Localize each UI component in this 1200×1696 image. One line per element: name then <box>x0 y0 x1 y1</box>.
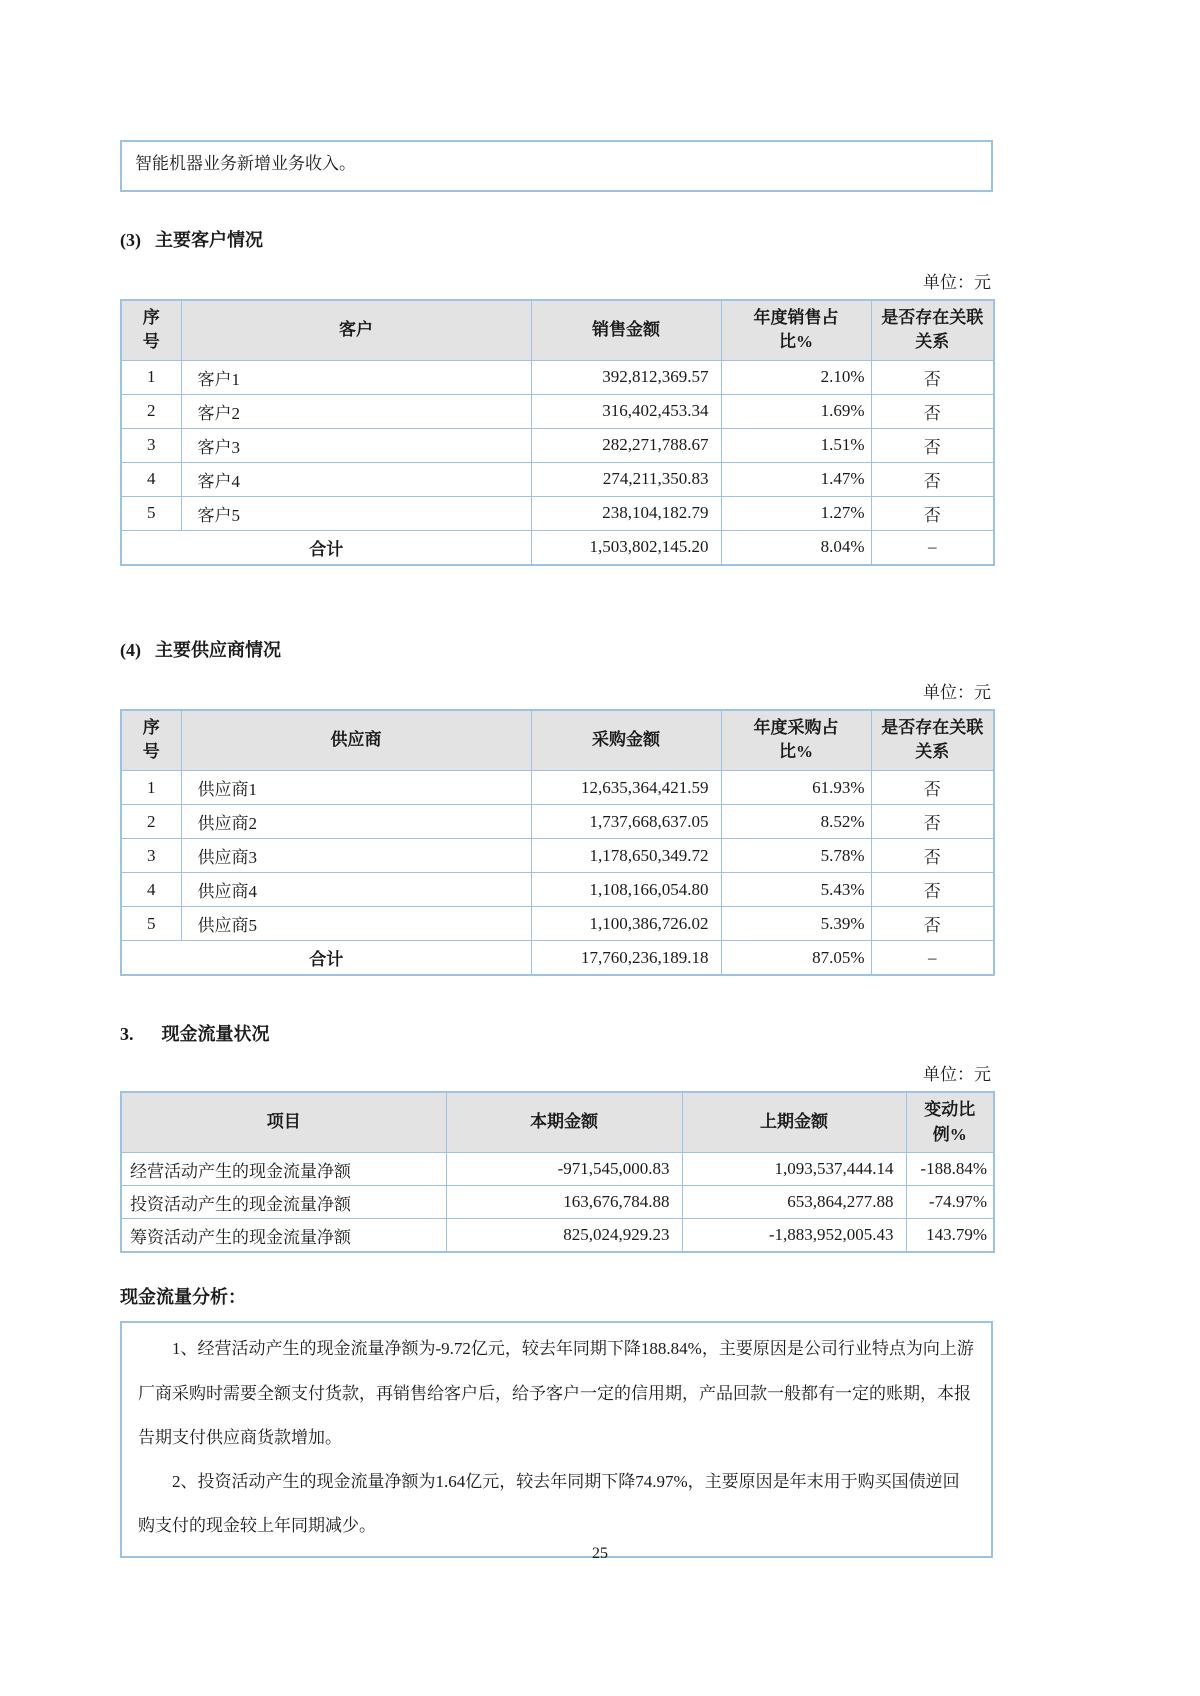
cell-item: 筹资活动产生的现金流量净额 <box>121 1219 446 1253</box>
cell-supplier: 供应商4 <box>181 873 531 907</box>
section-heading-suppliers <box>120 636 993 662</box>
section-number: (3) <box>120 229 141 250</box>
analysis-paragraph: 1、经营活动产生的现金流量净额为-9.72亿元，较去年同期下降188.84%，主要原因是公司行业特点为向上游厂商采购时需要全额支付货款，再销售给客户后，给予客户一定的信用期，产品回款一般都有一定的账期，本报告期支付供应商货款增加。 <box>138 1339 974 1447</box>
note-box <box>120 140 993 192</box>
cell-amount: 392,812,369.57 <box>531 360 721 394</box>
cell-amount: 1,737,668,637.05 <box>531 805 721 839</box>
section-heading-cashflow <box>120 1020 993 1046</box>
cell-total-amount: 1,503,802,145.20 <box>531 530 721 565</box>
customers-header-row <box>121 300 994 361</box>
cell-index: 2 <box>121 805 181 839</box>
col-header-purchase-ratio: 年度采购占比% <box>721 710 871 771</box>
cell-ratio: 1.69% <box>721 394 871 428</box>
col-header-prior-amount: 上期金额 <box>682 1092 906 1153</box>
cell-customer: 客户2 <box>181 394 531 428</box>
cell-related: 否 <box>871 907 994 941</box>
cell-item: 经营活动产生的现金流量净额 <box>121 1153 446 1186</box>
cell-ratio: 5.43% <box>721 873 871 907</box>
note-text: 智能机器业务新增业务收入。 <box>135 154 356 173</box>
cell-ratio: 61.93% <box>721 771 871 805</box>
cell-index: 2 <box>121 394 181 428</box>
cell-amount: 1,100,386,726.02 <box>531 907 721 941</box>
cell-customer: 客户4 <box>181 462 531 496</box>
col-header-change-ratio: 变动比例% <box>906 1092 994 1153</box>
cell-change: 143.79% <box>906 1219 994 1253</box>
table-row <box>121 428 994 462</box>
report-page-content <box>120 0 993 1558</box>
cell-change: -74.97% <box>906 1186 994 1219</box>
unit-label: 单位：元 <box>923 682 991 702</box>
table-row <box>121 1219 994 1253</box>
unit-label: 单位：元 <box>923 272 991 292</box>
col-header-sales-amount: 销售金额 <box>531 300 721 361</box>
table-row <box>121 496 994 530</box>
suppliers-header-row <box>121 710 994 771</box>
cell-index: 5 <box>121 907 181 941</box>
cell-related: 否 <box>871 839 994 873</box>
cell-amount: 274,211,350.83 <box>531 462 721 496</box>
cell-total-amount: 17,760,236,189.18 <box>531 941 721 976</box>
cell-index: 3 <box>121 839 181 873</box>
section-title: 主要供应商情况 <box>155 639 281 660</box>
cell-total-label: 合计 <box>121 530 531 565</box>
table-row <box>121 462 994 496</box>
cell-total-related: – <box>871 941 994 976</box>
cell-customer: 客户5 <box>181 496 531 530</box>
cell-amount: 1,178,650,349.72 <box>531 839 721 873</box>
cell-index: 1 <box>121 360 181 394</box>
cell-related: 否 <box>871 873 994 907</box>
cell-supplier: 供应商2 <box>181 805 531 839</box>
cell-ratio: 5.39% <box>721 907 871 941</box>
table-row <box>121 907 994 941</box>
total-row <box>121 941 994 976</box>
cell-related: 否 <box>871 394 994 428</box>
col-header-customer: 客户 <box>181 300 531 361</box>
col-header-purchase-amount: 采购金额 <box>531 710 721 771</box>
table-row <box>121 394 994 428</box>
col-header-index: 序号 <box>121 300 181 361</box>
cell-amount: 282,271,788.67 <box>531 428 721 462</box>
analysis-heading: 现金流量分析： <box>120 1287 246 1308</box>
analysis-box <box>120 1321 993 1558</box>
cell-amount: 238,104,182.79 <box>531 496 721 530</box>
col-header-index: 序号 <box>121 710 181 771</box>
customers-table <box>120 299 995 566</box>
cell-prior: -1,883,952,005.43 <box>682 1219 906 1253</box>
section-title: 现金流量状况 <box>161 1024 270 1045</box>
cell-current: 825,024,929.23 <box>446 1219 682 1253</box>
cell-prior: 653,864,277.88 <box>682 1186 906 1219</box>
cell-supplier: 供应商5 <box>181 907 531 941</box>
cashflow-table <box>120 1091 995 1253</box>
table-row <box>121 805 994 839</box>
section-heading-customers <box>120 226 993 252</box>
cell-index: 1 <box>121 771 181 805</box>
table-row <box>121 1153 994 1186</box>
cell-ratio: 5.78% <box>721 839 871 873</box>
cell-prior: 1,093,537,444.14 <box>682 1153 906 1186</box>
cell-total-ratio: 8.04% <box>721 530 871 565</box>
cell-amount: 316,402,453.34 <box>531 394 721 428</box>
cell-amount: 1,108,166,054.80 <box>531 873 721 907</box>
cell-related: 否 <box>871 462 994 496</box>
cell-index: 4 <box>121 462 181 496</box>
table-row <box>121 771 994 805</box>
cell-total-ratio: 87.05% <box>721 941 871 976</box>
cashflow-header-row <box>121 1092 994 1153</box>
unit-label: 单位：元 <box>923 1065 991 1085</box>
table-row <box>121 839 994 873</box>
cell-current: -971,545,000.83 <box>446 1153 682 1186</box>
cell-related: 否 <box>871 428 994 462</box>
col-header-related: 是否存在关联关系 <box>871 710 994 771</box>
cell-change: -188.84% <box>906 1153 994 1186</box>
col-header-item: 项目 <box>121 1092 446 1153</box>
section-number: 3. <box>120 1024 134 1045</box>
cell-ratio: 1.27% <box>721 496 871 530</box>
page-number: 25 <box>592 1545 608 1562</box>
analysis-paragraph: 2、投资活动产生的现金流量净额为1.64亿元，较去年同期下降74.97%，主要原因是年末用于购买国债逆回购支付的现金较上年同期减少。 <box>138 1471 960 1536</box>
cell-ratio: 8.52% <box>721 805 871 839</box>
cell-index: 4 <box>121 873 181 907</box>
cell-customer: 客户3 <box>181 428 531 462</box>
cell-ratio: 1.51% <box>721 428 871 462</box>
cell-item: 投资活动产生的现金流量净额 <box>121 1186 446 1219</box>
cell-ratio: 1.47% <box>721 462 871 496</box>
col-header-related: 是否存在关联关系 <box>871 300 994 361</box>
cell-total-label: 合计 <box>121 941 531 976</box>
cell-index: 3 <box>121 428 181 462</box>
section-number: (4) <box>120 639 141 660</box>
cell-related: 否 <box>871 805 994 839</box>
suppliers-table <box>120 709 995 976</box>
cell-amount: 12,635,364,421.59 <box>531 771 721 805</box>
cell-related: 否 <box>871 771 994 805</box>
cell-customer: 客户1 <box>181 360 531 394</box>
col-header-supplier: 供应商 <box>181 710 531 771</box>
cell-total-related: – <box>871 530 994 565</box>
cell-ratio: 2.10% <box>721 360 871 394</box>
table-row <box>121 1186 994 1219</box>
table-row <box>121 360 994 394</box>
section-title: 主要客户情况 <box>155 229 263 250</box>
cell-index: 5 <box>121 496 181 530</box>
cell-supplier: 供应商1 <box>181 771 531 805</box>
cell-related: 否 <box>871 360 994 394</box>
cell-current: 163,676,784.88 <box>446 1186 682 1219</box>
total-row <box>121 530 994 565</box>
col-header-sales-ratio: 年度销售占比% <box>721 300 871 361</box>
cell-related: 否 <box>871 496 994 530</box>
cell-supplier: 供应商3 <box>181 839 531 873</box>
col-header-current-amount: 本期金额 <box>446 1092 682 1153</box>
table-row <box>121 873 994 907</box>
